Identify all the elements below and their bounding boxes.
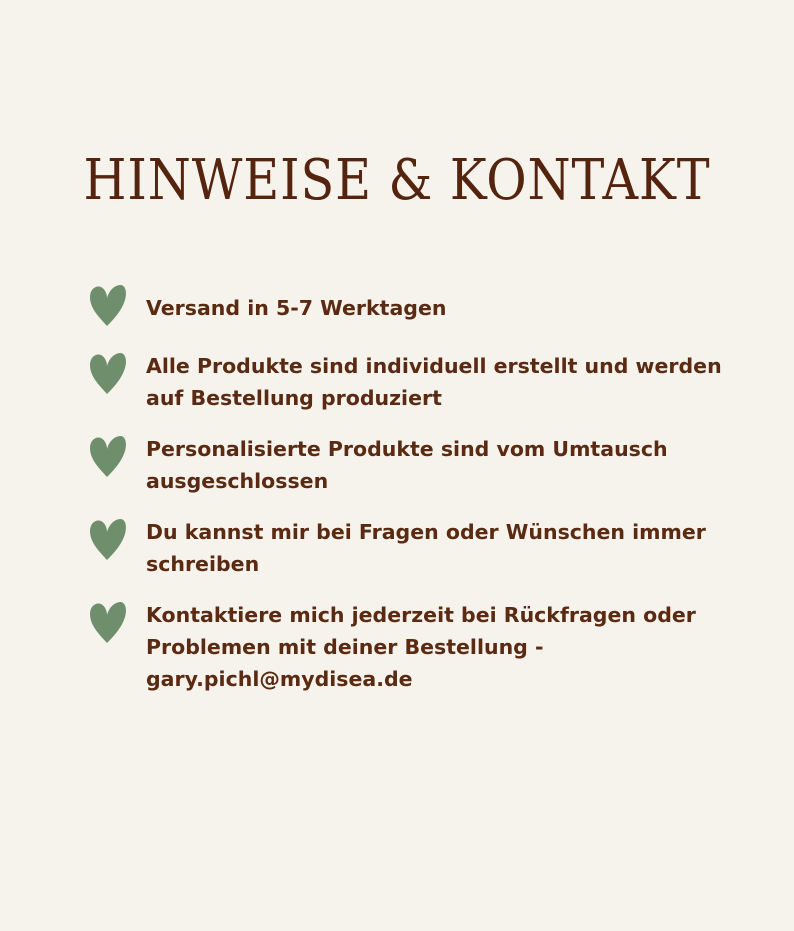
- heart-icon: [88, 352, 128, 396]
- heart-icon: [88, 435, 128, 479]
- item-text-line: schreiben: [146, 552, 260, 576]
- heart-icon: [88, 518, 128, 562]
- heart-icon: [88, 601, 128, 645]
- item-text-line: Du kannst mir bei Fragen oder Wünschen immer: [146, 520, 706, 544]
- item-text-line: Versand in 5-7 Werktagen: [146, 296, 447, 320]
- item-text-line: Kontaktiere mich jederzeit bei Rückfragen oder: [146, 603, 696, 627]
- item-text-line: Problemen mit deiner Bestellung -: [146, 635, 544, 659]
- item-text-line: auf Bestellung produziert: [146, 386, 442, 410]
- item-text-line: ausgeschlossen: [146, 469, 329, 493]
- heart-icon: [88, 284, 128, 328]
- item-text-line: Personalisierte Produkte sind vom Umtausch: [146, 437, 668, 461]
- page-title: HINWEISE & KONTAKT: [83, 148, 711, 213]
- contact-email[interactable]: gary.pichl@mydisea.de: [146, 667, 413, 691]
- item-text-line: Alle Produkte sind individuell erstellt und werden: [146, 354, 722, 378]
